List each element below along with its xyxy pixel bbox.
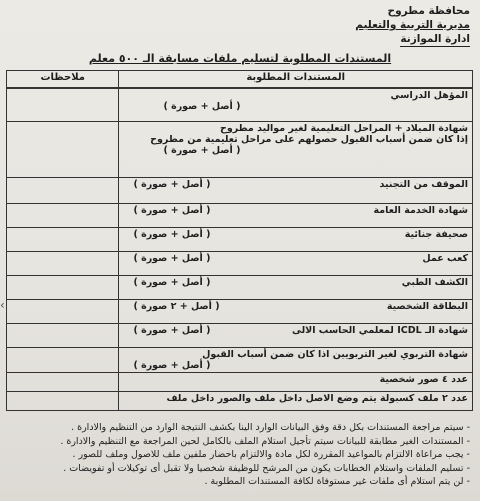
document-name: صحيفة جنائية <box>404 228 468 240</box>
letterhead <box>355 4 470 47</box>
notes-cell <box>7 299 119 323</box>
copy-requirement: ( أصل + صورة ) <box>133 276 211 288</box>
instruction-item: - المستندات الغير مطابقة للبيانات سيتم تأجيل استلام الملف بالكامل لحين المراجعة مع التنظيم والادارة . <box>60 435 470 447</box>
document-name: شهادة الـ ICDL لمعلمي الحاسب الالى <box>291 324 468 336</box>
copy-requirement: ( أصل + صورة ) <box>133 359 211 371</box>
table-row <box>7 347 473 372</box>
notes-cell <box>7 323 119 347</box>
required-cell <box>119 323 473 347</box>
notes-cell <box>7 121 119 177</box>
notes-cell <box>7 251 119 275</box>
required-cell <box>119 347 473 372</box>
copy-requirement: ( أصل + صورة ) <box>133 252 211 264</box>
table-row <box>7 391 473 410</box>
instruction-item: - تسليم الملفات واستلام الخطابات يكون من المرشح للوظيفة شخصيا ولا تقبل أى توكيلات أو تفويضات . <box>63 462 470 474</box>
instruction-item: - يجب مراعاة الالتزام بالمواعيد المقررة لكل مادة والالتزام باحضار ملفين ملف للاصول وملف للصور . <box>72 449 470 460</box>
table-row <box>7 372 473 391</box>
notes-cell <box>7 177 119 203</box>
document-name: عدد ٢ ملف كسبولة يتم وضع الاصل داخل ملف والصور داخل ملف <box>166 392 468 404</box>
table-row <box>7 323 473 347</box>
instruction-item: - سيتم مراجعة المستندات بكل دقة وفق البيانات الوارد الينا بكشف النتيجة الوارد من التنظيم والادارة . <box>71 422 470 433</box>
document-name: الموقف من التجنيد <box>379 178 468 190</box>
notes-cell <box>7 372 119 391</box>
document-name: شهادة الخدمة العامة <box>373 204 468 216</box>
table-row <box>7 275 473 299</box>
margin-mark: ‹ <box>0 298 5 312</box>
copy-requirement: ( أصل + صورة ) <box>163 144 241 156</box>
table-row <box>7 299 473 323</box>
notes-cell <box>7 275 119 299</box>
document-condition: إذا كان ضمن أسباب القبول حصولهم على مراحل تعليمية من مطروح <box>150 133 468 145</box>
department-label: ادارة الموازنة <box>400 33 470 45</box>
copy-requirement: ( أصل + صورة ) <box>163 101 241 112</box>
required-cell <box>119 299 473 323</box>
column-header-required: المستندات المطلوبة <box>119 71 473 89</box>
required-cell <box>119 227 473 251</box>
copy-requirement: ( أصل + صورة ) <box>133 324 211 336</box>
copy-requirement: ( أصل + صورة ) <box>133 204 211 216</box>
table-row <box>7 121 473 177</box>
copy-requirement: ( أصل + صورة ) <box>133 178 211 190</box>
required-cell <box>119 251 473 275</box>
document-name: كعب عمل <box>422 252 468 264</box>
instruction-item: - لن يتم استلام أى ملفات غير مستوفاة لكافة المستندات المطلوبة . <box>204 476 470 487</box>
table-row <box>7 88 473 121</box>
required-documents-table <box>6 70 473 411</box>
document-name: شهادة الميلاد + المراحل التعليمية لغير مواليد مطروح <box>220 122 468 134</box>
copy-requirement: ( أصل + ٢ صورة ) <box>133 300 220 312</box>
directorate-label: مديرية التربية والتعليم <box>355 19 470 31</box>
document-name: الكشف الطبي <box>401 276 468 288</box>
document-name: شهادة التربوي لغير التربويين اذا كان ضمن أسباب القبول <box>202 348 468 360</box>
notes-cell <box>7 88 119 121</box>
table-row <box>7 203 473 227</box>
required-cell <box>119 88 473 121</box>
required-cell <box>119 177 473 203</box>
instructions-list <box>8 421 470 489</box>
required-cell <box>119 372 473 391</box>
document-title: المستندات المطلوبة لتسليم ملفات مسابقة الـ ٥٠٠ معلم <box>88 52 392 65</box>
copy-requirement: ( أصل + صورة ) <box>133 228 211 240</box>
document-name: البطاقة الشخصية <box>386 300 468 312</box>
notes-cell <box>7 391 119 410</box>
notes-cell <box>7 227 119 251</box>
required-cell <box>119 275 473 299</box>
document-name: عدد ٤ صور شخصية <box>379 373 468 385</box>
table-row <box>7 251 473 275</box>
required-cell <box>119 203 473 227</box>
document-name: المؤهل الدراسي <box>390 90 468 101</box>
notes-cell <box>7 203 119 227</box>
column-header-notes: ملاحظات <box>7 71 119 89</box>
table-row <box>7 227 473 251</box>
required-cell <box>119 391 473 410</box>
governorate-label: محافظة مطروح <box>387 5 470 17</box>
notes-cell <box>7 347 119 372</box>
required-cell <box>119 121 473 177</box>
table-row <box>7 177 473 203</box>
